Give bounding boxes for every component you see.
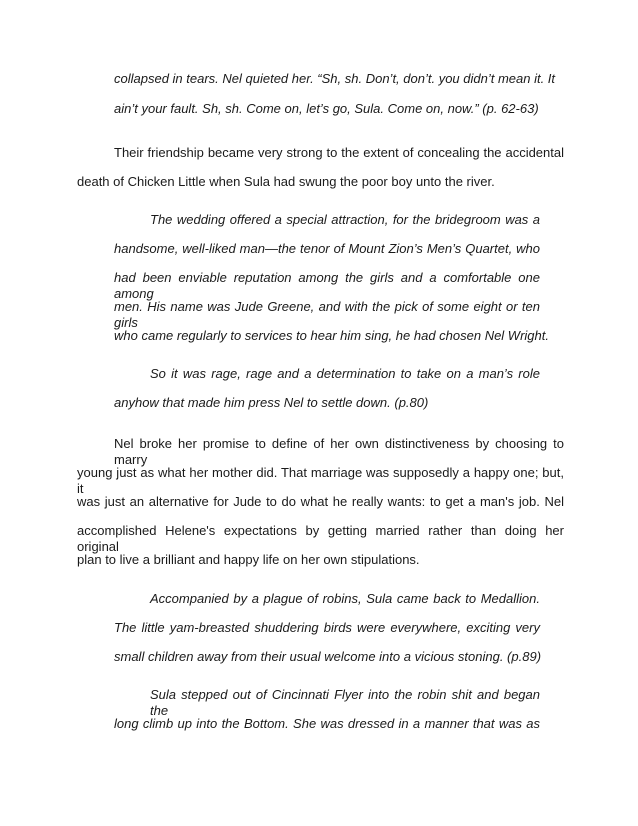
body-text-line: Nel broke her promise to define of her own distinctiveness by choosing to marry <box>114 436 564 467</box>
body-text-line: accomplished Helene's expectations by getting married rather than doing her original <box>77 523 564 554</box>
body-text-line: plan to live a brilliant and happy life on her own stipulations. <box>77 552 420 567</box>
body-text-line: young just as what her mother did. That marriage was supposedly a happy one; but, it <box>77 465 564 496</box>
quote-line: men. His name was Jude Greene, and with the pick of some eight or ten girls <box>114 299 540 330</box>
quote-line: So it was rage, rage and a determination to take on a man’s role <box>150 366 540 381</box>
quote-line: anyhow that made him press Nel to settle down. (p.80) <box>114 395 429 410</box>
quote-line: Accompanied by a plague of robins, Sula came back to Medallion. <box>150 591 540 606</box>
body-text-line: death of Chicken Little when Sula had swung the poor boy unto the river. <box>77 174 495 189</box>
quote-line: long climb up into the Bottom. She was dressed in a manner that was as <box>114 716 540 731</box>
quote-line: The wedding offered a special attraction, for the bridegroom was a <box>150 212 540 227</box>
body-text-line: Their friendship became very strong to the extent of concealing the accidental <box>114 145 564 160</box>
quote-line: small children away from their usual welcome into a vicious stoning. (p.89) <box>114 649 542 664</box>
quote-line: Sula stepped out of Cincinnati Flyer into the robin shit and began the <box>150 687 540 718</box>
body-text-line: was just an alternative for Jude to do what he really wants: to get a man's job. Nel <box>77 494 564 509</box>
quote-line: handsome, well-liked man—the tenor of Mount Zion’s Men’s Quartet, who <box>114 241 540 256</box>
quote-line: collapsed in tears. Nel quieted her. “Sh, sh. Don’t, don’t. you didn’t mean it. It <box>114 71 556 86</box>
quote-line: who came regularly to services to hear him sing, he had chosen Nel Wright. <box>114 328 549 343</box>
quote-line: The little yam-breasted shuddering birds were everywhere, exciting very <box>114 620 540 635</box>
quote-line: ain’t your fault. Sh, sh. Come on, let’s go, Sula. Come on, now.” (p. 62-63) <box>114 101 539 116</box>
quote-line: had been enviable reputation among the girls and a comfortable one among <box>114 270 540 301</box>
